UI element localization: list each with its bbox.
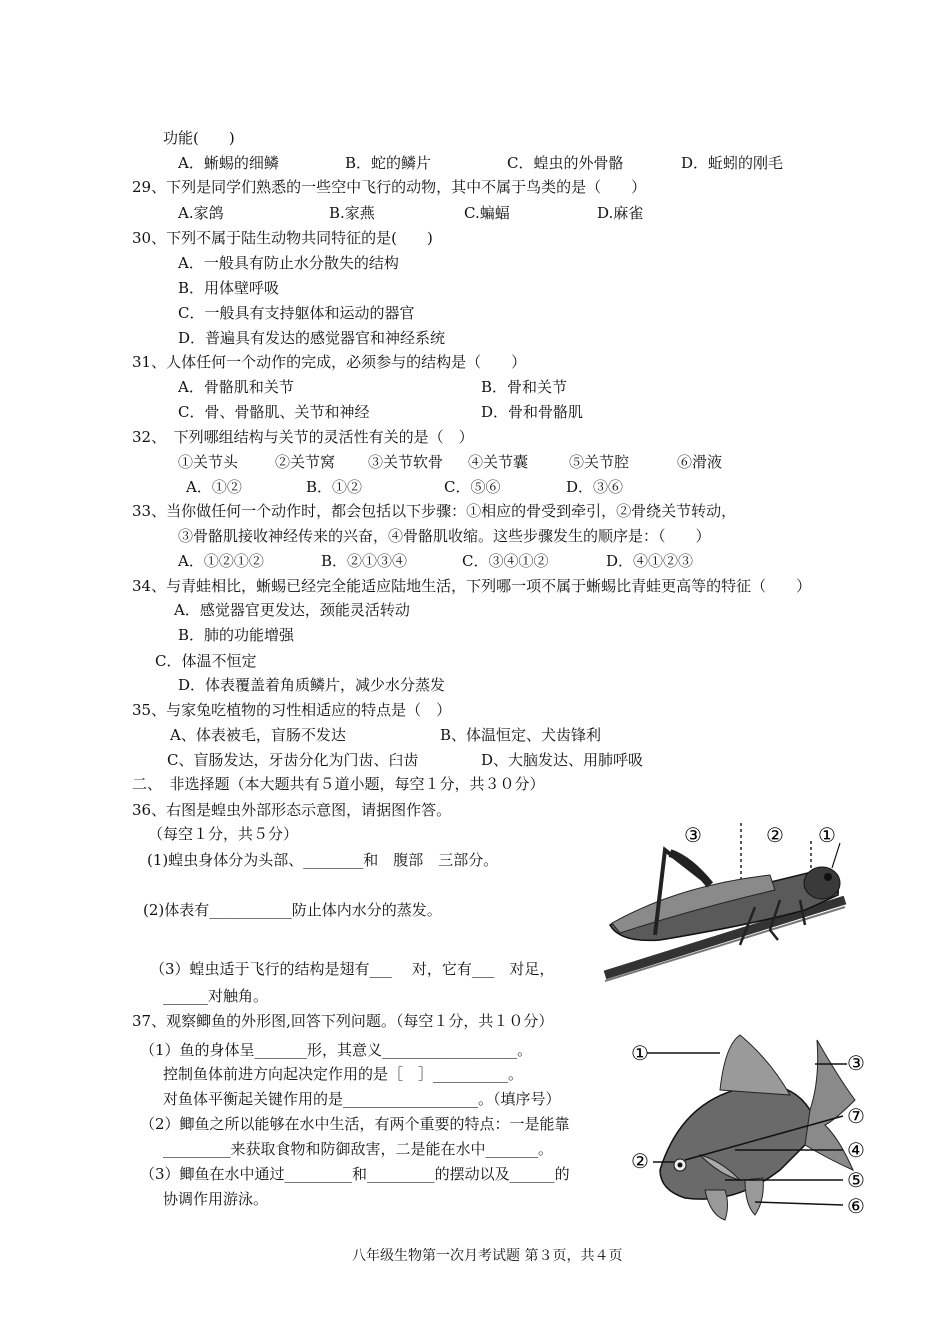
fish-label-7: ⑦: [847, 1104, 865, 1128]
answer-blank[interactable]: ______: [509, 1165, 555, 1183]
q31-option-d[interactable]: D．骨和骨骼肌: [481, 403, 584, 421]
fish-label-4: ④: [847, 1138, 865, 1162]
q34-option-d[interactable]: D．体表覆盖着角质鳞片，减少水分蒸发: [178, 676, 446, 694]
q32-option-d[interactable]: D．③⑥: [566, 478, 624, 496]
q30-option-d[interactable]: D．普遍具有发达的感觉器官和神经系统: [178, 329, 446, 347]
q36-score: （每空１分，共５分）: [148, 825, 299, 843]
answer-blank[interactable]: __________: [433, 1065, 509, 1083]
q32-item-2: ②关节窝: [275, 453, 336, 471]
answer-blank[interactable]: ___________: [209, 901, 292, 919]
answer-blank[interactable]: __________: [442, 1041, 518, 1059]
q37-part3-line2: 协调作用游泳。: [163, 1190, 269, 1208]
q35-stem: 35、与家兔吃植物的习性相适应的特点是（ ）: [132, 701, 452, 719]
fish-label-6: ⑥: [847, 1194, 865, 1218]
q33-option-d[interactable]: D．④①②③: [606, 552, 694, 570]
q30-option-a[interactable]: A．一般具有防止水分散失的结构: [178, 254, 399, 272]
q32-item-5: ⑤关节腔: [569, 453, 630, 471]
fish-label-1: ①: [631, 1041, 649, 1065]
q32-option-b[interactable]: B．①②: [306, 478, 363, 496]
q32-item-3: ③关节软骨: [368, 453, 444, 471]
q30-option-c[interactable]: C．一般具有支持躯体和运动的器官: [178, 304, 415, 322]
q31-stem: 31、人体任何一个动作的完成，必须参与的结构是（ ）: [132, 353, 527, 371]
q32-item-6: ⑥滑液: [677, 453, 723, 471]
q33-option-c[interactable]: C．③④①②: [462, 552, 549, 570]
grasshopper-label-2: ②: [766, 823, 784, 847]
answer-blank[interactable]: _________: [284, 1165, 353, 1183]
q37-part1-line2: 控制鱼体前进方向起决定作用的是［ ］__________。: [163, 1065, 524, 1083]
q37-part3: （3）鲫鱼在水中通过_________和_________的摆动以及______的: [140, 1165, 570, 1183]
answer-blank[interactable]: _________: [367, 1165, 435, 1183]
grasshopper-figure: [600, 815, 850, 985]
answer-blank[interactable]: _______: [254, 1041, 308, 1059]
q32-option-a[interactable]: A．①②: [186, 478, 242, 496]
q36-part3: （3）蝗虫适于飞行的结构是翅有___ 对，它有___ 对足，: [150, 960, 555, 978]
q36-part2: (2)体表有___________防止体内水分的蒸发。: [143, 901, 442, 919]
q32-option-c[interactable]: C．⑤⑥: [444, 478, 501, 496]
q29-option-a[interactable]: A.家鸽: [178, 204, 224, 222]
answer-blank[interactable]: __________: [403, 1090, 479, 1108]
q36-part1: (1)蝗虫身体分为头部、________和 腹部 三部分。: [147, 851, 499, 869]
q37-part2-line2: _________来获取食物和防御敌害，二是能在水中_______。: [163, 1140, 554, 1158]
q29-option-c[interactable]: C.蝙蝠: [464, 204, 510, 222]
q28-option-c[interactable]: C．蝗虫的外骨骼: [507, 154, 624, 172]
q33-stem-line1: 33、当你做任何一个动作时，都会包括以下步骤：①相应的骨受到牵引，②骨绕关节转动，: [132, 502, 737, 520]
q28-option-a[interactable]: A．蜥蜴的细鳞: [178, 154, 279, 172]
answer-blank[interactable]: ________: [343, 1090, 404, 1108]
answer-blank[interactable]: ______: [163, 987, 208, 1005]
q35-option-b[interactable]: B、体温恒定、犬齿锋利: [440, 726, 602, 744]
answer-blank[interactable]: _______: [485, 1140, 539, 1158]
q34-option-c[interactable]: C．体温不恒定: [155, 652, 257, 670]
grasshopper-label-1: ①: [818, 823, 836, 847]
q36-part3-cont: ______对触角。: [163, 987, 269, 1005]
q28-option-d[interactable]: D．蚯蚓的刚毛: [681, 154, 784, 172]
q37-part1: （1）鱼的身体呈_______形，其意义__________________。: [140, 1041, 533, 1059]
page-footer: 八年级生物第一次月考试题 第３页，共４页: [352, 1248, 623, 1264]
fish-label-5: ⑤: [847, 1168, 865, 1192]
q30-stem: 30、下列不属于陆生动物共同特征的是( ): [132, 229, 433, 247]
q31-option-c[interactable]: C．骨、骨骼肌、关节和神经: [178, 403, 370, 421]
q28-stem-cont: 功能( ): [163, 129, 235, 147]
q28-option-b[interactable]: B．蛇的鳞片: [345, 154, 432, 172]
q37-stem: 37、观察鲫鱼的外形图,回答下列问题。（每空１分，共１０分）: [132, 1012, 554, 1030]
q34-option-b[interactable]: B．肺的功能增强: [178, 626, 295, 644]
q33-option-b[interactable]: B．②①③④: [321, 552, 408, 570]
fish-label-3: ③: [847, 1051, 865, 1075]
q32-item-1: ①关节头: [178, 453, 239, 471]
answer-blank[interactable]: ________: [382, 1041, 443, 1059]
q32-item-4: ④关节囊: [468, 453, 529, 471]
q29-stem: 29、下列是同学们熟悉的一些空中飞行的动物，其中不属于鸟类的是（ ）: [132, 178, 647, 196]
q30-option-b[interactable]: B．用体壁呼吸: [178, 279, 280, 297]
q34-option-a[interactable]: A．感觉器官更发达，颈能灵活转动: [174, 601, 410, 619]
q32-stem: 32、 下列哪组结构与关节的灵活性有关的是（ ）: [132, 428, 474, 446]
q35-option-d[interactable]: D、大脑发达、用肺呼吸: [481, 751, 644, 769]
q34-stem: 34、与青蛙相比，蜥蜴已经完全能适应陆地生活，下列哪一项不属于蜥蜴比青蛙更高等的特征（ ）: [132, 577, 812, 595]
grasshopper-label-3: ③: [684, 823, 702, 847]
q35-option-c[interactable]: C、盲肠发达，牙齿分化为门齿、臼齿: [167, 751, 419, 769]
carp-figure: [625, 1030, 870, 1230]
q36-stem: 36、右图是蝗虫外部形态示意图，请据图作答。: [132, 801, 452, 819]
q29-option-d[interactable]: D.麻雀: [597, 204, 644, 222]
answer-blank[interactable]: _________: [163, 1140, 231, 1158]
q35-option-a[interactable]: A、体表被毛，盲肠不发达: [170, 726, 346, 744]
q33-option-a[interactable]: A．①②①②: [178, 552, 264, 570]
q37-part1-line3: 对鱼体平衡起关键作用的是__________________。（填序号）: [163, 1090, 561, 1108]
fish-label-2: ②: [631, 1149, 649, 1173]
q29-option-b[interactable]: B.家燕: [329, 204, 375, 222]
q37-part2: （2）鲫鱼之所以能够在水中生活，有两个重要的特点：一是能靠: [140, 1115, 570, 1133]
q31-option-b[interactable]: B．骨和关节: [481, 378, 568, 396]
q33-stem-line2: ③骨骼肌接收神经传来的兴奋，④骨骼肌收缩。这些步骤发生的顺序是：（ ）: [178, 527, 711, 545]
q31-option-a[interactable]: A．骨骼肌和关节: [178, 378, 294, 396]
answer-blank[interactable]: ________: [303, 851, 364, 869]
section-2-heading: 二、 非选择题（本大题共有５道小题，每空１分，共３０分）: [132, 775, 545, 793]
